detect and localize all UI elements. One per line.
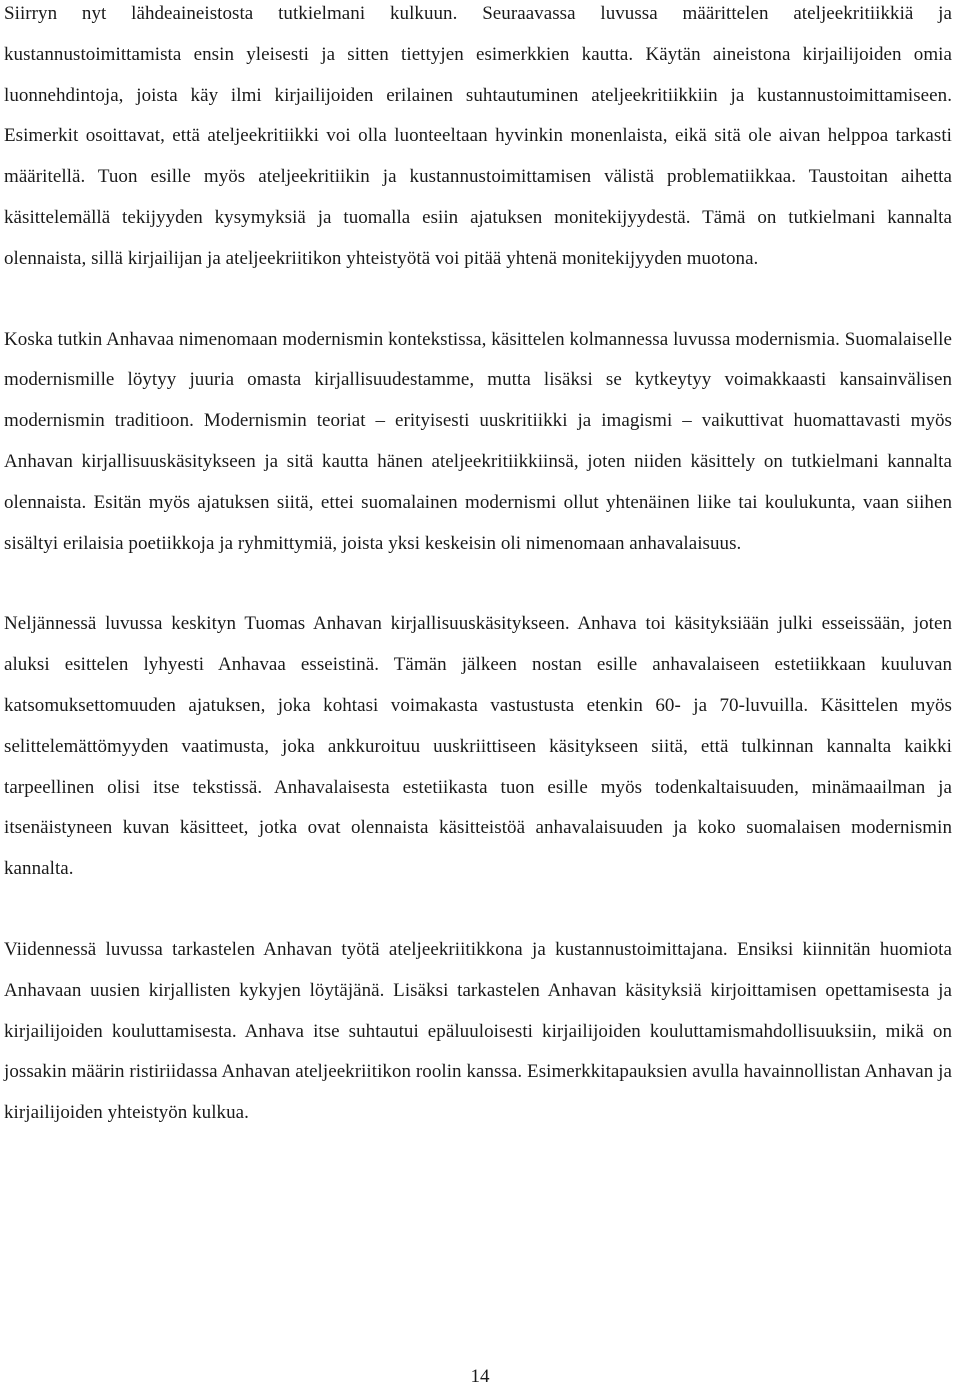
body-paragraph-3: Neljännessä luvussa keskityn Tuomas Anhavan kirjallisuuskäsitykseen. Anhava toi käsityksiään julki esseissään, joten aluksi esittelen lyhyesti Anhavaa esseistinä. Tämän jälkeen nostan esille anhavalaiseen estetiikkaan kuuluvan katsomuksettomuuden ajatuksen, joka kohtasi voimakasta vastustusta etenkin 60- ja 70-luvuilla. Käsittelen myös selittelemättömyyden vaatimusta, joka ankkuroituu uuskriittiseen käsitykseen siitä, että tulkinnan kannalta kaikki tarpeellinen olisi itse tekstissä. Anhavalaisesta estetiikasta tuon esille myös todenkaltaisuuden, minämaailman ja itsenäistyneen kuvan käsitteet, jotka ovat olennaista käsitteistöä anhavalaisuuden ja koko suomalaisen modernismin kannalta. xyxy=(4,613,952,880)
body-paragraph-4: Viidennessä luvussa tarkastelen Anhavan työtä ateljeekriitikkona ja kustannustoimittajana. Ensiksi kiinnitän huomiota Anhavaan uusien kirjallisten kykyjen löytäjänä. Lisäksi tarkastelen Anhavan käsityksiä kirjoittamisen opettamisesta ja kirjailijoiden kouluttamisesta. Anhava itse suhtautui epäluuloisesti kirjailijoiden kouluttamismahdollisuuksiin, mikä on jossakin määrin ristiriidassa Anhavan ateljeekriitikon roolin kanssa. Esimerkkitapauksien avulla havainnollistan Anhavan ja kirjailijoiden yhteistyön kulkua. xyxy=(4,938,952,1124)
document-page xyxy=(4,0,952,1134)
body-paragraph-2: Koska tutkin Anhavaa nimenomaan modernismin kontekstissa, käsittelen kolmannessa luvussa modernismia. Suomalaiselle modernismille löytyy juuria omasta kirjallisuudestamme, mutta lisäksi se kytkeytyy voimakkaasti kansainvälisen modernismin traditioon. Modernismin teoriat – erityisesti uuskritiikki ja imagismi – vaikuttivat huomattavasti myös Anhavan kirjallisuuskäsitykseen ja sitä kautta hänen ateljeekritiikkiinsä, joten niiden käsittely on tutkielmani kannalta olennaista. Esitän myös ajatuksen siitä, ettei suomalainen modernismi ollut yhtenäinen liike tai koulukunta, vaan siihen sisältyi erilaisia poetiikkoja ja ryhmittymiä, joista yksi keskeisin oli nimenomaan anhavalaisuus. xyxy=(4,328,952,554)
body-paragraph-1: Siirryn nyt lähdeaineistosta tutkielmani kulkuun. Seuraavassa luvussa määrittelen ateljeekritiikkiä ja kustannustoimittamista ensin yleisesti ja sitten tiettyjen esimerkkien kautta. Käytän aineistona kirjailijoiden omia luonnehdintoja, joista käy ilmi kirjailijoiden erilainen suhtautuminen ateljeekritiikkiin ja kustannustoimittamiseen. Esimerkit osoittavat, että ateljeekritiikki voi olla luonteeltaan hyvinkin monenlaista, eikä sitä ole aivan helppoa tarkasti määritellä. Tuon esille myös ateljeekritiikin ja kustannustoimittamisen välistä problematiikkaa. Taustoitan aihetta käsittelemällä tekijyyden kysymyksiä ja tuomalla esiin ajatuksen monitekijyydestä. Tämä on tutkielmani kannalta olennaista, sillä kirjailijan ja ateljeekriitikon yhteistyötä voi pitää yhtenä monitekijyyden muotona. xyxy=(4,3,952,269)
page-number: 14 xyxy=(470,1366,490,1387)
